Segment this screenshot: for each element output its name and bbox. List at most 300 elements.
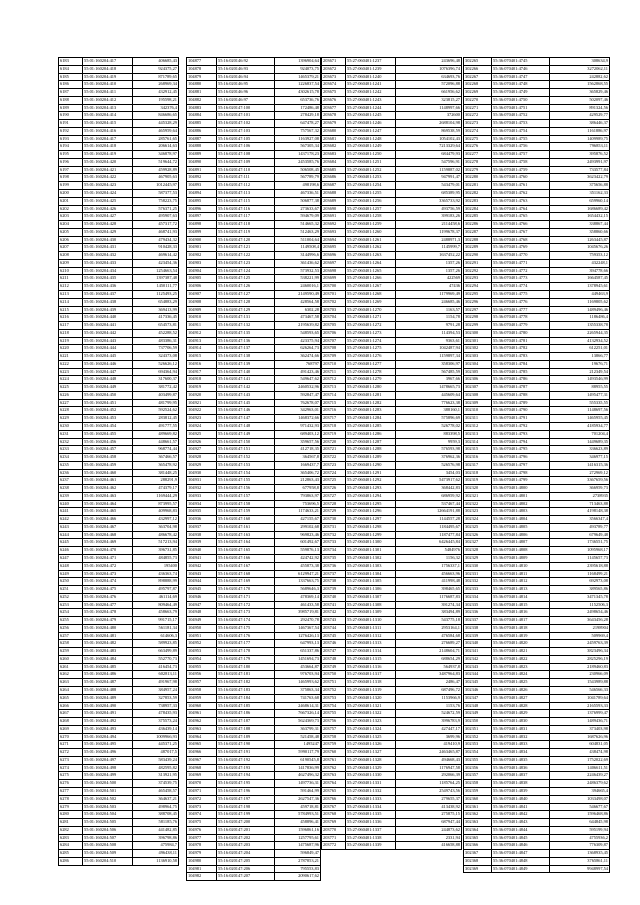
table-row	[59, 555, 179, 563]
table-row	[187, 694, 321, 702]
cadastral-number: 55:27:060401:1300	[346, 539, 396, 547]
cadastral-value: 292066,39	[396, 772, 462, 780]
cadastral-value: 494668,43	[396, 756, 462, 764]
cadastral-value: 795553,83	[275, 865, 321, 873]
row-number: 6224	[59, 376, 83, 384]
cadastral-value: 2825296,19	[550, 655, 610, 663]
row-number: 203768	[322, 811, 346, 819]
cadastral-value: 413438,92	[396, 803, 462, 811]
row-number: 6223	[59, 368, 83, 376]
row-number: 104979	[187, 850, 217, 858]
cadastral-value: 2486379,62	[550, 780, 610, 788]
cadastral-number: 55:27:060401:1239	[346, 65, 396, 73]
table-row	[59, 469, 179, 477]
row-number: 302293	[464, 275, 492, 283]
row-number: 203676	[322, 96, 346, 104]
row-number: 6237	[59, 477, 83, 485]
row-number: 104939	[187, 539, 217, 547]
cadastral-number: 55:27:060401:1249	[346, 143, 396, 151]
cadastral-number: 55:27:060401:1304	[346, 570, 396, 578]
row-number: 6228	[59, 407, 83, 415]
cadastral-number: 55:01:160204:482	[83, 640, 133, 648]
cadastral-value: 1159887,02	[396, 166, 462, 174]
table-row	[59, 228, 179, 236]
cadastral-value: 2198904	[550, 624, 610, 632]
cadastral-number: 55:01:160204:483	[83, 648, 133, 656]
cadastral-number: 55:27:060401:1334	[346, 803, 396, 811]
cadastral-number: 55:01:160204:509	[83, 850, 133, 858]
cadastral-value: 445609,64	[396, 391, 462, 399]
row-number: 302273	[464, 120, 492, 128]
row-number: 302330	[464, 562, 492, 570]
table-row	[464, 803, 610, 811]
cadastral-value: 517213,94	[133, 539, 179, 547]
row-number: 6286	[59, 857, 83, 865]
cadastral-number: 55:27:060401:1273	[346, 329, 396, 337]
row-number: 302266	[464, 65, 492, 73]
row-number: 104918	[187, 376, 217, 384]
table-row	[187, 702, 321, 710]
cadastral-value: 2488971,3	[396, 236, 462, 244]
table-row	[322, 710, 462, 718]
table-row	[59, 547, 179, 555]
row-number: 203739	[322, 586, 346, 594]
table-row	[322, 283, 462, 291]
table-row	[464, 741, 610, 749]
cadastral-number: 55:27:060401:1262	[346, 244, 396, 252]
cadastral-number: 55:16:020147:176	[217, 632, 275, 640]
cadastral-number: 55:27:060401:1275	[346, 345, 396, 353]
table-row	[322, 819, 462, 827]
row-number: 302362	[464, 811, 492, 819]
cadastral-value: 1156,32	[396, 555, 462, 563]
table-row	[322, 842, 462, 850]
cadastral-number: 55:27:060401:1337	[346, 826, 396, 834]
row-number: 6197	[59, 166, 83, 174]
table-row	[322, 391, 462, 399]
table-row	[464, 539, 610, 547]
cadastral-value: 358306,97	[396, 360, 462, 368]
cadastral-value: 453664,87	[275, 663, 321, 671]
cadastral-value: 694364,94	[133, 368, 179, 376]
cadastral-number: 55:36:070401:4830	[492, 718, 550, 726]
cadastral-value: 1687626,96	[550, 733, 610, 741]
table-row	[322, 617, 462, 625]
cadastral-number: 55:01:160204:472	[83, 562, 133, 570]
row-number: 203753	[322, 694, 346, 702]
table-row	[322, 624, 462, 632]
table-row	[464, 446, 610, 454]
cadastral-value: 677958,8	[275, 485, 321, 493]
cadastral-value: 968774,44	[133, 446, 179, 454]
cadastral-number: 55:16:020147:141	[217, 376, 275, 384]
cadastral-number: 55:27:060401:1266	[346, 275, 396, 283]
table-row	[59, 593, 179, 601]
table-row	[187, 826, 321, 834]
cadastral-number: 55:36:070401:4772	[492, 267, 550, 275]
cadastral-value: 654883,29	[133, 298, 179, 306]
cadastral-number: 55:16:020146:95	[217, 81, 275, 89]
cadastral-number: 55:36:070401:4773	[492, 275, 550, 283]
cadastral-number: 55:01:160204:462	[83, 485, 133, 493]
cadastral-number: 55:27:060401:1237	[346, 58, 396, 66]
cadastral-number: 55:01:160204:435	[83, 275, 133, 283]
table-row	[59, 609, 179, 617]
table-row	[322, 96, 462, 104]
cadastral-number: 55:16:020147:207	[217, 873, 275, 881]
row-number: 203757	[322, 725, 346, 733]
cadastral-value: 412718,35	[275, 446, 321, 454]
cadastral-value: 2148604,71	[396, 648, 462, 656]
cadastral-value: 461433,58	[275, 601, 321, 609]
row-number: 104958	[187, 687, 217, 695]
row-number: 104878	[187, 65, 217, 73]
cadastral-value: 546566,33	[550, 687, 610, 695]
cadastral-value: 591464,99	[275, 787, 321, 795]
row-number: 302334	[464, 593, 492, 601]
table-row	[322, 337, 462, 345]
cadastral-value: 1495247	[275, 741, 321, 749]
cadastral-number: 55:16:020147:202	[217, 834, 275, 842]
cadastral-number: 55:16:020147:197	[217, 795, 275, 803]
cadastral-value: 2460532,96	[275, 384, 321, 392]
row-number: 6227	[59, 399, 83, 407]
row-number: 302308	[464, 391, 492, 399]
row-number: 6219	[59, 337, 83, 345]
cadastral-value: 396798,86	[133, 834, 179, 842]
cadastral-value: 5990117,79	[275, 749, 321, 757]
cadastral-number: 55:36:070401:4825	[492, 679, 550, 687]
row-number: 302291	[464, 259, 492, 267]
row-number: 302316	[464, 454, 492, 462]
table-row	[322, 329, 462, 337]
table-row	[322, 756, 462, 764]
cadastral-number: 55:36:070401:4753	[492, 120, 550, 128]
cadastral-number: 55:27:060401:1244	[346, 104, 396, 112]
cadastral-value: 6426445,84	[396, 539, 462, 547]
row-number: 104970	[187, 780, 217, 788]
cadastral-value: 1226837,54	[275, 81, 321, 89]
row-number: 203673	[322, 73, 346, 81]
cadastral-number: 55:16:020147:206	[217, 865, 275, 873]
cadastral-value: 2486,47	[396, 679, 462, 687]
cadastral-value: 391274,34	[396, 601, 462, 609]
cadastral-number: 55:36:070401:4761	[492, 182, 550, 190]
cadastral-number: 55:01:160204:503	[83, 803, 133, 811]
table-row	[464, 345, 610, 353]
table-row	[59, 772, 179, 780]
row-number: 104959	[187, 694, 217, 702]
table-row	[59, 787, 179, 795]
table-row	[322, 492, 462, 500]
cadastral-value: 346878,97	[133, 151, 179, 159]
row-number: 203701	[322, 290, 346, 298]
table-row	[187, 151, 321, 159]
row-number: 104952	[187, 640, 217, 648]
row-number: 104907	[187, 290, 217, 298]
cadastral-number: 55:27:060401:1336	[346, 819, 396, 827]
cadastral-value: 244873,62	[396, 826, 462, 834]
cadastral-value: 1159897,34	[396, 353, 462, 361]
cadastral-number: 55:27:060401:1264	[346, 259, 396, 267]
row-number: 302365	[464, 834, 492, 842]
cadastral-value: 768797	[275, 360, 321, 368]
cadastral-value: 1596861,16	[275, 826, 321, 834]
table-row	[322, 469, 462, 477]
table-row	[59, 197, 179, 205]
cadastral-value: 3367659,56	[550, 477, 610, 485]
cadastral-number: 55:36:070401:4767	[492, 228, 550, 236]
cadastral-number: 55:36:070401:4770	[492, 252, 550, 260]
cadastral-number: 55:01:160204:458	[83, 454, 133, 462]
cadastral-value: 7213329,64	[396, 143, 462, 151]
cadastral-number: 55:16:020147:123	[217, 259, 275, 267]
cadastral-value: 206614,63	[133, 143, 179, 151]
cadastral-number: 55:01:160204:485	[83, 663, 133, 671]
cadastral-value: 498198,6	[275, 182, 321, 190]
row-number: 6217	[59, 322, 83, 330]
table-row	[59, 446, 179, 454]
cadastral-number: 55:27:060401:1328	[346, 756, 396, 764]
cadastral-number: 55:01:160204:456	[83, 438, 133, 446]
row-number: 6260	[59, 655, 83, 663]
cadastral-value: 573932,53	[275, 267, 321, 275]
table-row	[464, 842, 610, 850]
cadastral-number: 55:16:020147:103	[217, 127, 275, 135]
cadastral-value: 701204,4	[550, 430, 610, 438]
row-number: 203727	[322, 492, 346, 500]
table-row	[187, 158, 321, 166]
cadastral-number: 55:16:020147:180	[217, 663, 275, 671]
cadastral-value: 481799,95	[133, 399, 179, 407]
table-row	[187, 562, 321, 570]
row-number: 6220	[59, 345, 83, 353]
cadastral-value: 212863,43	[275, 477, 321, 485]
cadastral-value: 587377,53	[133, 190, 179, 198]
row-number: 6238	[59, 485, 83, 493]
table-row	[59, 158, 179, 166]
row-number: 6232	[59, 438, 83, 446]
cadastral-value: 476584,68	[396, 632, 462, 640]
table-row	[464, 477, 610, 485]
cadastral-value: 432248,1	[550, 259, 610, 267]
table-row	[187, 143, 321, 151]
cadastral-value: 1756337,1	[396, 562, 462, 570]
cadastral-number: 55:16:020147:140	[217, 368, 275, 376]
table-row	[322, 73, 462, 81]
cadastral-value: 1497736,31	[275, 780, 321, 788]
cadastral-number: 55:27:060401:1254	[346, 182, 396, 190]
table-row	[464, 322, 610, 330]
table-row	[187, 135, 321, 143]
cadastral-value: 6129947,21	[275, 570, 321, 578]
table-row	[464, 663, 610, 671]
row-number: 104929	[187, 461, 217, 469]
cadastral-number: 55:36:070401:4799	[492, 477, 550, 485]
cadastral-value: 526576,98	[396, 461, 462, 469]
cadastral-number: 55:01:160204:447	[83, 368, 133, 376]
row-number: 302300	[464, 329, 492, 337]
row-number: 104905	[187, 275, 217, 283]
cadastral-value: 2453585,76	[275, 158, 321, 166]
table-row	[464, 252, 610, 260]
cadastral-value: 246685,46	[396, 298, 462, 306]
table-row	[464, 104, 610, 112]
cadastral-value: 1186486,4	[550, 314, 610, 322]
cadastral-value: 1637452,22	[396, 252, 462, 260]
cadastral-value: 1174633,21	[275, 508, 321, 516]
table-row	[187, 461, 321, 469]
cadastral-value: 461114,69	[133, 593, 179, 601]
cadastral-value: 1076396,74	[396, 65, 462, 73]
cadastral-number: 55:27:060401:1272	[346, 322, 396, 330]
row-number: 104882	[187, 96, 217, 104]
cadastral-number: 55:36:070401:4826	[492, 687, 550, 695]
row-number: 6201	[59, 197, 83, 205]
row-number: 6248	[59, 562, 83, 570]
cadastral-value: 3765861,11	[550, 857, 610, 865]
row-number: 6267	[59, 710, 83, 718]
table-row	[464, 811, 610, 819]
table-row	[464, 694, 610, 702]
cadastral-value: 376962,36	[396, 454, 462, 462]
cadastral-value: 4755936,2	[550, 834, 610, 842]
table-row	[464, 718, 610, 726]
table-row	[464, 593, 610, 601]
cadastral-value: 1409989,75	[550, 135, 610, 143]
table-row	[59, 360, 179, 368]
cadastral-number: 55:36:070401:4779	[492, 322, 550, 330]
row-number: 104889	[187, 151, 217, 159]
table-row	[59, 601, 179, 609]
cadastral-value: 2114458,6	[396, 221, 462, 229]
cadastral-value: 422569	[396, 275, 462, 283]
row-number: 302275	[464, 135, 492, 143]
table-row	[59, 58, 179, 66]
table-row	[187, 811, 321, 819]
cadastral-value: 1145657,73	[550, 555, 610, 563]
row-number: 302349	[464, 710, 492, 718]
cadastral-number: 55:36:070401:4846	[492, 842, 550, 850]
cadastral-value: 753696,5	[275, 500, 321, 508]
row-number: 6241	[59, 508, 83, 516]
cadastral-value: 1416315,36	[550, 461, 610, 469]
cadastral-value: 9948997,54	[550, 865, 610, 873]
row-number: 104975	[187, 819, 217, 827]
row-number: 104978	[187, 842, 217, 850]
table-row	[322, 190, 462, 198]
table-row	[322, 811, 462, 819]
cadastral-value: 1042487,94	[396, 345, 462, 353]
table-row	[187, 399, 321, 407]
table-row	[464, 236, 610, 244]
table-row	[464, 671, 610, 679]
table-row	[464, 166, 610, 174]
table-row	[59, 236, 179, 244]
table-row	[322, 438, 462, 446]
cadastral-value: 417336,45	[133, 314, 179, 322]
table-row	[464, 601, 610, 609]
cadastral-value: 796853,11	[550, 143, 610, 151]
cadastral-value: 230966,09	[550, 671, 610, 679]
table-row	[59, 151, 179, 159]
cadastral-value: 388708,45	[133, 811, 179, 819]
row-number: 104901	[187, 244, 217, 252]
cadastral-number: 55:01:160204:417	[83, 135, 133, 143]
cadastral-number: 55:27:060401:1263	[346, 252, 396, 260]
cadastral-number: 55:01:160204:416	[83, 127, 133, 135]
row-number: 302303	[464, 353, 492, 361]
cadastral-value: 3623422,79	[550, 174, 610, 182]
cadastral-value: 195400	[133, 562, 179, 570]
row-number: 302319	[464, 477, 492, 485]
row-number: 6211	[59, 275, 83, 283]
row-number: 203731	[322, 523, 346, 531]
table-row	[187, 733, 321, 741]
table-row	[322, 780, 462, 788]
cadastral-number: 55:01:160204:501	[83, 787, 133, 795]
row-number: 6265	[59, 694, 83, 702]
table-row	[59, 89, 179, 97]
cadastral-number: 55:36:070401:4790	[492, 407, 550, 415]
cadastral-value: 506508,45	[275, 166, 321, 174]
cadastral-value: 363704,98	[133, 523, 179, 531]
cadastral-number: 55:27:060401:1240	[346, 73, 396, 81]
row-number: 302315	[464, 446, 492, 454]
cadastral-value: 2149590,49	[275, 290, 321, 298]
row-number: 6247	[59, 555, 83, 563]
cadastral-number: 55:36:070401:4778	[492, 314, 550, 322]
cadastral-number: 55:01:160204:418	[83, 143, 133, 151]
cadastral-number: 55:16:020147:138	[217, 353, 275, 361]
row-number: 203766	[322, 795, 346, 803]
cadastral-value: 212349,54	[550, 368, 610, 376]
table-row	[464, 127, 610, 135]
table-row	[322, 803, 462, 811]
cadastral-number: 55:16:020147:175	[217, 624, 275, 632]
table-row	[322, 485, 462, 493]
cadastral-value: 626264,73	[275, 345, 321, 353]
row-number: 302355	[464, 756, 492, 764]
cadastral-number: 55:27:060401:1270	[346, 306, 396, 314]
table-row	[322, 523, 462, 531]
cadastral-number: 55:27:060401:1256	[346, 197, 396, 205]
table-row	[187, 384, 321, 392]
row-number: 302268	[464, 81, 492, 89]
row-number: 203730	[322, 516, 346, 524]
row-number: 203770	[322, 826, 346, 834]
cadastral-number: 55:16:020147:137	[217, 345, 275, 353]
cadastral-number: 55:01:160204:444	[83, 345, 133, 353]
cadastral-value: 292470,78	[275, 617, 321, 625]
cadastral-number: 55:27:060401:1276	[346, 353, 396, 361]
cadastral-value: 272969,12	[550, 469, 610, 477]
row-number: 104928	[187, 454, 217, 462]
table-row	[187, 578, 321, 586]
cadastral-number: 55:36:070401:4752	[492, 112, 550, 120]
cadastral-number: 55:16:020147:105	[217, 135, 275, 143]
row-number: 6277	[59, 787, 83, 795]
table-row	[59, 702, 179, 710]
cadastral-number: 55:27:060401:1267	[346, 283, 396, 291]
row-number: 302272	[464, 112, 492, 120]
table-row	[322, 244, 462, 252]
cadastral-value: 342376,4	[133, 104, 179, 112]
row-number: 203698	[322, 267, 346, 275]
cadastral-number: 55:01:160204:464	[83, 500, 133, 508]
row-number: 203746	[322, 640, 346, 648]
cadastral-value: 793863,97	[275, 492, 321, 500]
